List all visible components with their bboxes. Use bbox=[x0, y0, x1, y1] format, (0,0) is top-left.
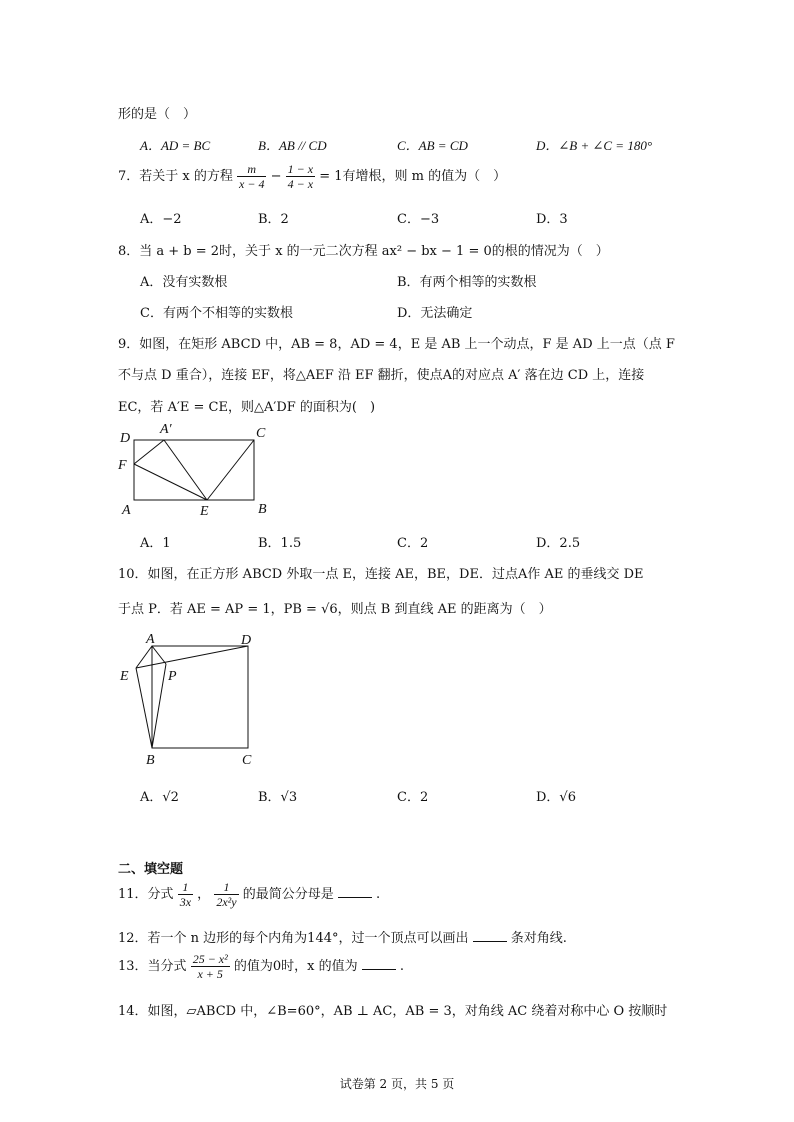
q10-label-e: E bbox=[120, 669, 129, 684]
q6-stem-tail: 形的是（ ） bbox=[118, 107, 197, 122]
section-heading-fill-in: 二、填空题 bbox=[118, 862, 184, 877]
q9-stem-line-2: 不与点 D 重合），连接 EF，将△AEF 沿 EF 翻折，使点A的对应点 A′ 落在边 CD 上，连接 bbox=[118, 368, 645, 383]
q7-option-a: A．−2 bbox=[140, 212, 182, 227]
q7-stem bbox=[118, 162, 506, 191]
q9-stem-line-1: 9．如图，在矩形 ABCD 中，AB = 8，AD = 4，E 是 AB 上一个动点，F 是 AD 上一点（点 F bbox=[118, 337, 675, 352]
q10-label-c: C bbox=[242, 753, 252, 768]
q6-option-b: B．AB // CD bbox=[258, 138, 327, 153]
q7-fraction-1: $\frac{m}{x - 4}$ bbox=[239, 162, 265, 191]
q7-minus: − bbox=[270, 169, 282, 184]
q10-label-p: P bbox=[168, 669, 177, 684]
q10-segment-pb bbox=[152, 664, 166, 748]
q13-end: . bbox=[399, 959, 405, 974]
q9-stem-line-3: EC，若 A′E = CE，则△A′DF 的面积为( ) bbox=[118, 400, 376, 415]
q10-segment-ap bbox=[152, 646, 166, 664]
q9-label-a: A bbox=[122, 503, 131, 518]
q13-suffix: 的值为0时，x 的值为 bbox=[233, 959, 358, 974]
q12-stem bbox=[118, 927, 567, 946]
q10-figure bbox=[116, 630, 266, 770]
q7-option-c: C．−3 bbox=[397, 212, 440, 227]
q10-stem-line-1: 10．如图，在正方形 ABCD 外取一点 E，连接 AE，BE，DE．过点A作 AE 的垂线交 DE bbox=[118, 567, 644, 582]
q9-figure bbox=[112, 418, 282, 518]
q13-fraction: $\frac{\text{25 − x²}}{x + 5}$ bbox=[192, 952, 228, 981]
q10-segment-de bbox=[136, 646, 248, 668]
q10-square bbox=[152, 646, 248, 748]
q10-option-b: B．√3 bbox=[258, 790, 298, 805]
q10-segment-ae bbox=[136, 646, 152, 668]
q6-option-c: C．AB = CD bbox=[397, 138, 468, 153]
q9-label-d: D bbox=[120, 431, 131, 446]
q11-suffix: 的最简公分母是 bbox=[242, 887, 334, 902]
q7-prefix: 7．若关于 x 的方程 bbox=[118, 169, 233, 184]
q10-option-c: C．2 bbox=[397, 790, 429, 805]
q9-option-a: A．1 bbox=[140, 536, 171, 551]
q11-fraction-1: $\frac{1}{3x}$ bbox=[179, 880, 192, 909]
q7-fraction-2: $\frac{1 - x}{4 - x}$ bbox=[287, 162, 314, 191]
q6-option-d: D．∠B + ∠C = 180° bbox=[536, 138, 653, 153]
q13-answer-blank[interactable] bbox=[362, 958, 396, 970]
q11-end: . bbox=[376, 887, 381, 902]
q8-option-c: C．有两个不相等的实数根 bbox=[140, 306, 293, 321]
q6-option-a: A．AD = BC bbox=[140, 138, 211, 153]
q9-label-f: F bbox=[118, 458, 127, 473]
q10-segment-be bbox=[136, 668, 152, 748]
q9-option-d: D．2.5 bbox=[536, 536, 581, 551]
q9-segment-fe bbox=[134, 464, 207, 500]
page-footer: 试卷第 2 页，共 5 页 bbox=[339, 1077, 455, 1091]
q13-stem bbox=[118, 952, 404, 981]
q9-segment-fa1 bbox=[134, 440, 164, 464]
q12-text: 12．若一个 n 边形的每个内角为144°，过一个顶点可以画出 bbox=[118, 931, 469, 946]
q8-option-d: D．无法确定 bbox=[397, 306, 473, 321]
q14-stem: 14．如图，▱ABCD 中，∠B=60°，AB ⊥ AC，AB = 3，对角线 AC 绕着对称中心 O 按顺时 bbox=[118, 1004, 668, 1019]
q9-option-c: C．2 bbox=[397, 536, 429, 551]
q8-stem: 8．当 a + b = 2时，关于 x 的一元二次方程 ax² − bx − 1 = 0的根的情况为（ ） bbox=[118, 244, 609, 259]
q8-option-a: A．没有实数根 bbox=[140, 275, 228, 290]
q10-label-d: D bbox=[241, 633, 252, 648]
q11-answer-blank[interactable] bbox=[338, 886, 372, 898]
q9-label-b: B bbox=[258, 502, 267, 517]
q10-label-b: B bbox=[146, 753, 155, 768]
q9-label-c: C bbox=[256, 426, 266, 441]
q11-prefix: 11．分式 bbox=[118, 887, 174, 902]
q10-stem-line-2: 于点 P．若 AE = AP = 1，PB = √6，则点 B 到直线 AE 的距离为（ ） bbox=[118, 602, 552, 617]
q10-label-a: A bbox=[146, 632, 155, 647]
q9-segment-ce bbox=[207, 440, 254, 500]
q7-option-b: B．2 bbox=[258, 212, 289, 227]
q9-label-a-prime: A′ bbox=[160, 422, 172, 437]
q9-option-b: B．1.5 bbox=[258, 536, 302, 551]
q11-comma: ， bbox=[197, 887, 211, 902]
q11-fraction-2: $\frac{1}{\text{2x²y}}$ bbox=[216, 880, 237, 909]
q10-option-d: D．√6 bbox=[536, 790, 576, 805]
q10-option-a: A．√2 bbox=[140, 790, 179, 805]
q11-stem bbox=[118, 880, 380, 909]
q12-end: 条对角线. bbox=[510, 931, 567, 946]
q8-option-b: B．有两个相等的实数根 bbox=[397, 275, 537, 290]
q13-prefix: 13．当分式 bbox=[118, 959, 187, 974]
q9-segment-a1e bbox=[164, 440, 207, 500]
q7-option-d: D．3 bbox=[536, 212, 568, 227]
q12-answer-blank[interactable] bbox=[473, 930, 507, 942]
q7-suffix: = 1有增根，则 m 的值为（ ） bbox=[319, 169, 507, 184]
q9-label-e: E bbox=[200, 504, 209, 518]
